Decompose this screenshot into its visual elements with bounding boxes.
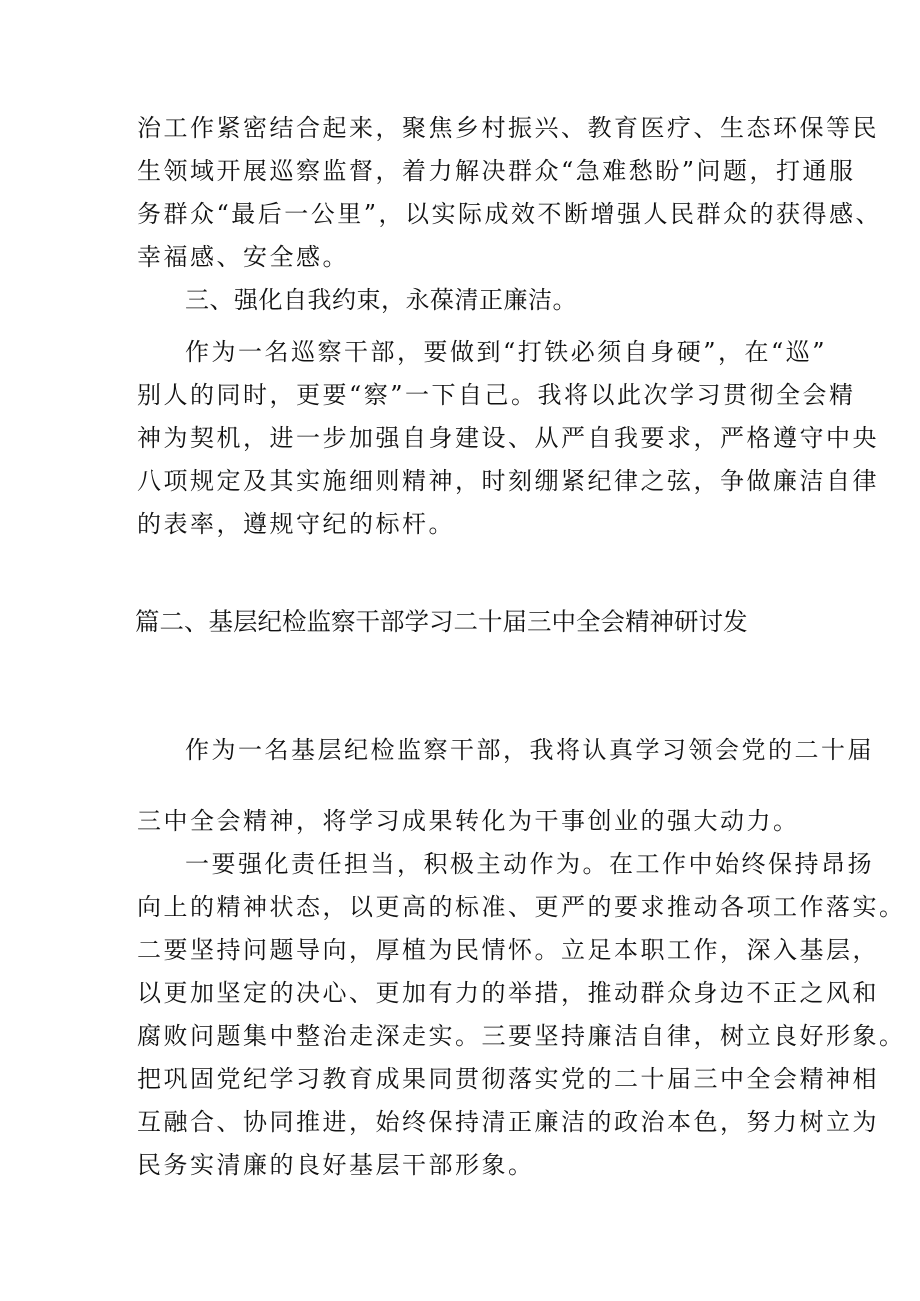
paragraph-line: 互融合、协同推进，始终保持清正廉洁的政治本色，努力树立为 bbox=[137, 1108, 879, 1136]
paragraph-line: 务群众“最后一公里”，以实际成效不断增强人民群众的获得感、 bbox=[137, 200, 883, 228]
paragraph-line: 向上的精神状态，以更高的标准、更严的要求推动各项工作落实。 bbox=[137, 893, 906, 921]
paragraph-line: 一要强化责任担当，积极主动作为。在工作中始终保持昂扬 bbox=[185, 850, 874, 878]
paragraph-line: 民务实清廉的良好基层干部形象。 bbox=[137, 1151, 535, 1179]
paragraph-line: 作为一名巡察干部，要做到“打铁必须自身硬”，在“巡” bbox=[185, 338, 828, 366]
paragraph-line: 腐败问题集中整治走深走实。三要坚持廉洁自律，树立良好形象。 bbox=[137, 1022, 906, 1050]
paragraph-line: 神为契机，进一步加强自身建设、从严自我要求，严格遵守中央 bbox=[137, 424, 879, 452]
paragraph-line: 以更加坚定的决心、更加有力的举措，推动群众身边不正之风和 bbox=[137, 979, 879, 1007]
paragraph-line: 别人的同时，更要“察”一下自己。我将以此次学习贯彻全会精 bbox=[137, 381, 856, 409]
paragraph-line: 二要坚持问题导向，厚植为民情怀。立足本职工作，深入基层， bbox=[137, 936, 879, 964]
paragraph-line: 生领域开展巡察监督，着力解决群众“急难愁盼”问题，打通服 bbox=[137, 157, 856, 185]
paragraph-line: 把巩固党纪学习教育成果同贯彻落实党的二十届三中全会精神相 bbox=[137, 1065, 879, 1093]
paragraph-line: 的表率，遵规守纪的标杆。 bbox=[137, 510, 455, 538]
paragraph-line: 治工作紧密结合起来，聚焦乡村振兴、教育医疗、生态环保等民 bbox=[137, 114, 879, 142]
paragraph-line: 作为一名基层纪检监察干部，我将认真学习领会党的二十届 bbox=[185, 736, 874, 764]
paragraph-line: 幸福感、安全感。 bbox=[137, 243, 349, 271]
section-heading: 三、强化自我约束，永葆清正廉洁。 bbox=[185, 286, 577, 314]
article-title: 篇二、基层纪检监察干部学习二十届三中全会精神研讨发 bbox=[135, 607, 748, 636]
paragraph-line: 八项规定及其实施细则精神，时刻绷紧纪律之弦，争做廉洁自律 bbox=[137, 467, 879, 495]
paragraph-line: 三中全会精神，将学习成果转化为干事创业的强大动力。 bbox=[137, 807, 800, 835]
